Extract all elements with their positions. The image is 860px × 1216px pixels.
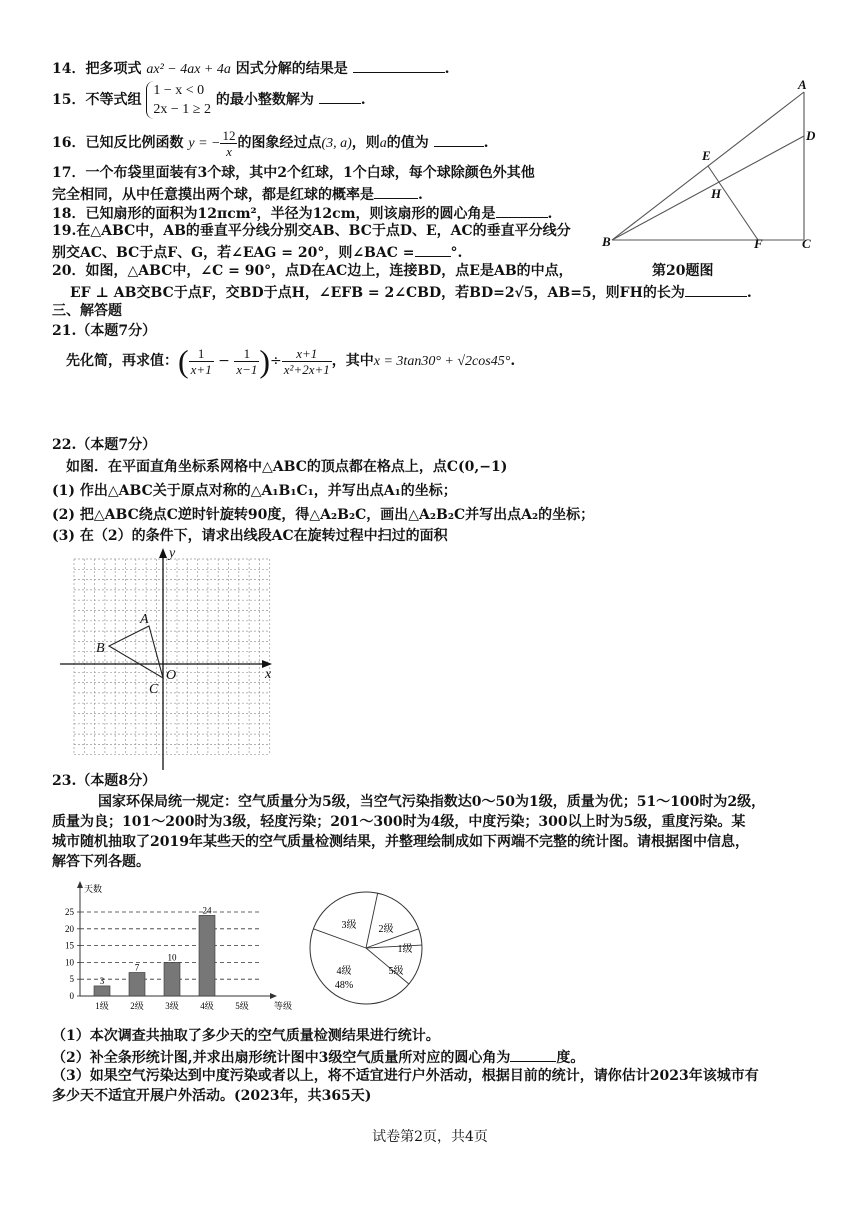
x-tick-label: 4级 bbox=[200, 1001, 214, 1011]
slice-label-5级: 5级 bbox=[388, 966, 404, 977]
label-O: O bbox=[166, 668, 177, 683]
slice-label-3级: 3级 bbox=[341, 920, 357, 931]
question-23-para: 质量为良；101～200时为3级，轻度污染；201～300时为4级，中度污染；300以上时为5级，重度污染。某 bbox=[52, 814, 746, 830]
label-C: C bbox=[802, 236, 811, 251]
question-20-line2: EF ⊥ AB交BC于点F，交BD于点H，∠EFB = 2∠CBD，若BD=2√5，AB=5，则FH的长为 . bbox=[70, 282, 752, 302]
pie-divider bbox=[313, 929, 366, 948]
question-22-heading: 22.（本题7分） bbox=[52, 437, 157, 453]
bar-value-label: 24 bbox=[202, 905, 212, 916]
question-22-intro: 如图．在平面直角坐标系网格中△ABC的顶点都在格点上，点C(0,−1) bbox=[66, 459, 508, 475]
fraction: $\frac{12}{x}$ bbox=[222, 127, 236, 159]
question-18: 18．已知扇形的面积为12πcm²，半径为12cm，则该扇形的圆心角是 . bbox=[52, 203, 552, 223]
answer-blank-14[interactable] bbox=[353, 58, 445, 73]
question-23-sub1: （1）本次调查共抽取了多少天的空气质量检测结果进行统计。 bbox=[52, 1028, 440, 1044]
bar-chart bbox=[52, 878, 302, 1018]
question-19-line2: 别交AC、BC于点F、G，若∠EAG = 20°，则∠BAC = °. bbox=[52, 242, 462, 262]
pie-divider bbox=[366, 945, 422, 948]
y-tick-label: 15 bbox=[65, 940, 74, 951]
figure-20-caption: 第20题图 bbox=[652, 263, 714, 279]
slice-label-4级: 4级 bbox=[336, 966, 352, 977]
expression: ax² − 4ax + 4a bbox=[146, 62, 231, 77]
x-tick-label: 2级 bbox=[130, 1001, 144, 1011]
question-14: 14．把多项式 ax² − 4ax + 4a 因式分解的结果是 . bbox=[52, 58, 450, 79]
x-tick-label: 1级 bbox=[95, 1001, 109, 1011]
y-tick-label: 20 bbox=[65, 923, 74, 934]
x-axis-label: 等级 bbox=[274, 1001, 293, 1011]
label-E: E bbox=[702, 148, 711, 163]
y-axis-label: 天数 bbox=[84, 884, 103, 894]
answer-blank-19[interactable] bbox=[415, 242, 451, 257]
bar-3级 bbox=[164, 962, 180, 996]
bar-1级 bbox=[94, 986, 110, 996]
y-tick-label: 0 bbox=[69, 991, 74, 1001]
pie-chart bbox=[300, 878, 430, 1018]
slice-percent-label: 48% bbox=[334, 980, 354, 991]
slice-label-1级: 1级 bbox=[397, 944, 413, 955]
answer-blank-17[interactable] bbox=[374, 184, 418, 199]
answer-blank-15[interactable] bbox=[319, 89, 361, 104]
y-tick-label: 10 bbox=[65, 957, 74, 968]
question-23-para: 国家环保局统一规定：空气质量分为5级，当空气污染指数达0～50为1级，质量为优；51～100时为2级， bbox=[98, 794, 766, 810]
label-H: H bbox=[711, 186, 722, 201]
answer-blank-18[interactable] bbox=[496, 203, 548, 218]
label-A: A bbox=[798, 78, 807, 92]
question-22-part1: (1) 作出△ABC关于原点对称的△A₁B₁C₁，并写出点A₁的坐标； bbox=[52, 483, 457, 499]
y-tick-label: 25 bbox=[65, 907, 74, 917]
question-21-heading: 21.（本题7分） bbox=[52, 323, 157, 339]
y-axis-arrow bbox=[159, 548, 167, 558]
label-x: x bbox=[265, 667, 272, 682]
figure-20 bbox=[590, 78, 830, 258]
coordinate-grid bbox=[60, 545, 290, 775]
answer-blank-20[interactable] bbox=[685, 282, 747, 297]
label-A: A bbox=[140, 612, 149, 627]
question-21: 先化简，再求值：( $\frac{1}{x+1}$ − $\frac{1}{x-1}$ )÷ $\frac{x+1}{\text{x²+2x+1}}$ ，其中x = 3tan30° + √2cos45°. bbox=[66, 343, 516, 379]
inequality-system: 1 − x < 0 2x − 1 ≥ 2 bbox=[146, 81, 211, 119]
label-F: F bbox=[754, 236, 763, 251]
slice-label-2级: 2级 bbox=[378, 924, 394, 935]
bar-value-label: 10 bbox=[167, 952, 177, 963]
bar-2级 bbox=[129, 972, 145, 996]
question-22-part3: (3) 在（2）的条件下，请求出线段AC在旋转过程中扫过的面积 bbox=[52, 528, 448, 544]
bar-value-label: 3 bbox=[99, 975, 105, 986]
x-tick-label: 3级 bbox=[165, 1001, 179, 1011]
label-C: C bbox=[149, 682, 159, 697]
label-B: B bbox=[96, 641, 105, 656]
bar-4级 bbox=[199, 915, 215, 996]
answer-blank-16[interactable] bbox=[434, 132, 484, 147]
question-19: 19.在△ABC中，AB的垂直平分线分别交AB、BC于点D、E，AC的垂直平分线分 bbox=[52, 223, 571, 239]
question-23-sub2: （2）补全条形统计图,并求出扇形统计图中3级空气质量所对应的圆心角为 度。 bbox=[52, 1047, 584, 1067]
question-17: 17．一个布袋里面装有3个球，其中2个红球，1个白球，每个球除颜色外其他 bbox=[52, 165, 535, 181]
label-D: D bbox=[806, 128, 816, 143]
question-23-sub3-line2: 多少天不适宜开展户外活动。(2023年，共365天) bbox=[52, 1088, 372, 1104]
question-16: 16．已知反比例函数 y = − $\frac{12}{x}$ 的图象经过点(3, a)，则a的值为 . bbox=[52, 127, 489, 159]
question-20: 20．如图，△ABC中，∠C = 90°，点D在AC边上，连接BD，点E是AB的中点， bbox=[52, 263, 573, 279]
question-22-part2: (2) 把△ABC绕点C逆时针旋转90度，得△A₂B₂C，画出△A₂B₂C并写出点A₂的坐标； bbox=[52, 507, 595, 523]
question-23-sub3: （3）如果空气污染达到中度污染或者以上，将不适宜进行户外活动，根据目前的统计，请你估计2023年该城市有 bbox=[52, 1068, 759, 1084]
label-B: B bbox=[602, 234, 611, 249]
question-15: 15．不等式组 1 − x < 0 2x − 1 ≥ 2 的最小整数解为 . bbox=[52, 83, 366, 117]
bar-value-label: 7 bbox=[134, 962, 140, 973]
question-23-para: 解答下列各题。 bbox=[52, 854, 150, 870]
question-23-para: 城市随机抽取了2019年某些天的空气质量检测结果，并整理绘制成如下两端不完整的统计图。请根据图中信息， bbox=[52, 834, 749, 850]
y-tick-label: 5 bbox=[69, 974, 74, 985]
x-tick-label: 5级 bbox=[235, 1001, 249, 1011]
page-footer: 试卷第2页，共4页 bbox=[372, 1129, 488, 1145]
pie-divider bbox=[366, 893, 378, 948]
label-y: y bbox=[169, 546, 176, 561]
question-23-heading: 23.（本题8分） bbox=[52, 773, 157, 789]
question-17-line2: 完全相同，从中任意摸出两个球，都是红球的概率是 . bbox=[52, 184, 423, 204]
section-heading: 三、解答题 bbox=[52, 303, 122, 319]
answer-blank-23[interactable] bbox=[510, 1047, 556, 1062]
